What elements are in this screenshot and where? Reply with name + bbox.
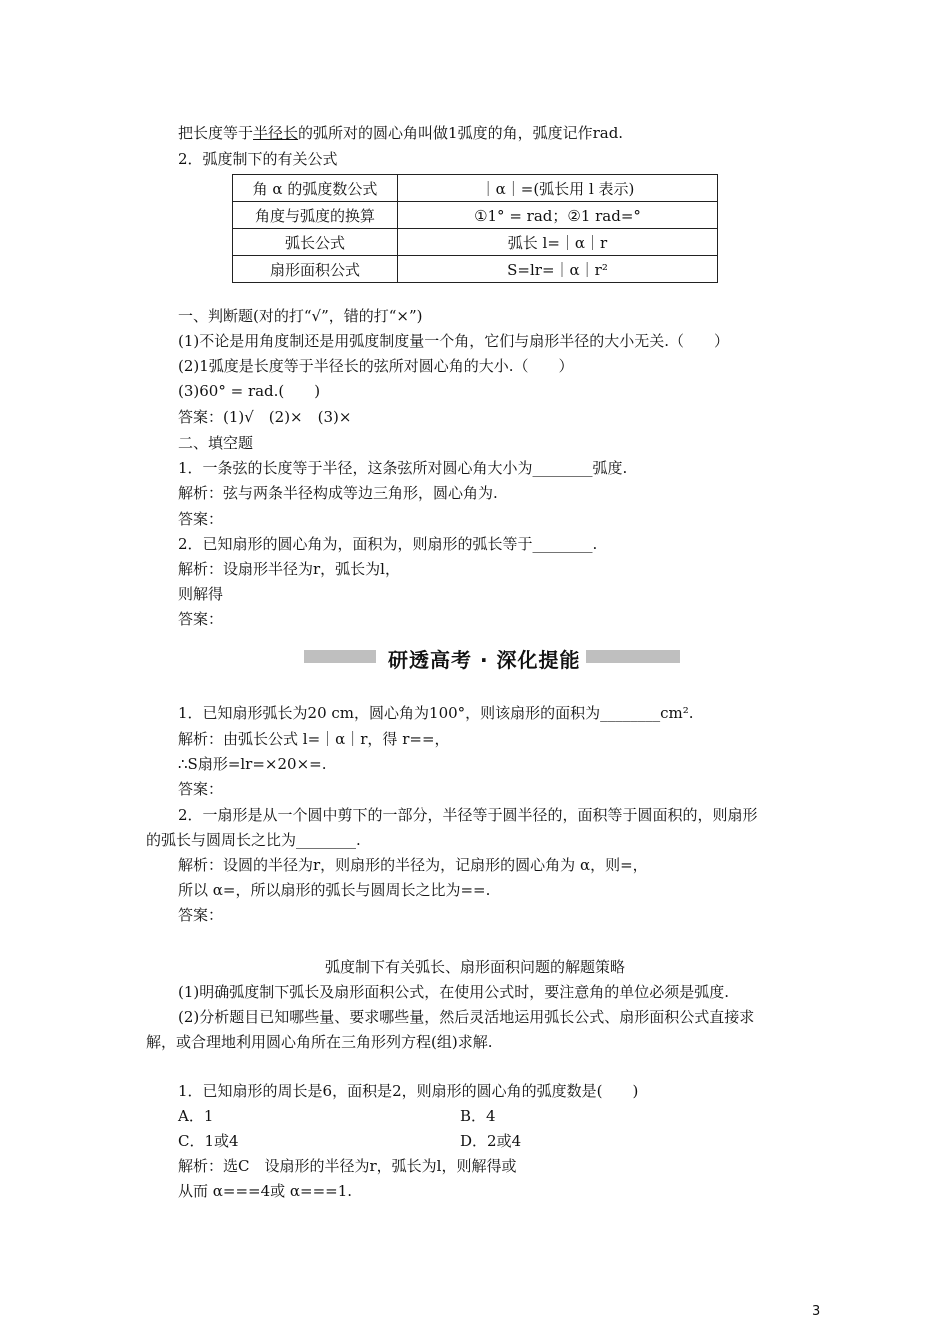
example-q2: 2．一扇形是从一个圆中剪下的一部分，半径等于圆半径的，面积等于圆面积的，则扇形 (178, 806, 758, 824)
table-row (233, 202, 718, 229)
judge-q1: (1)不论是用角度制还是用弧度制度量一个角，它们与扇形半径的大小无关.（ ） (178, 332, 730, 350)
fill-q2-solution: 解析：设扇形半径为r，弧长为l， (178, 560, 400, 578)
option-d: D．2或4 (460, 1132, 522, 1150)
table-cell-value: 弧长 l=｜α｜r (398, 229, 718, 256)
banner-bar-left (304, 650, 376, 663)
table-cell-key: 角度与弧度的换算 (233, 202, 398, 229)
example-q2-cont: 的弧长与圆周长之比为________. (146, 831, 361, 849)
intro-text-2: 的弧所对的圆心角叫做1弧度的角，弧度记作rad. (298, 124, 624, 142)
example-q1: 1．已知扇形弧长为20 cm，圆心角为100°，则该扇形的面积为________cm². (178, 704, 694, 722)
example-q1-solution-2: ∴S扇形=lr=×20×=. (178, 755, 327, 773)
example-q2-solution-2: 所以 α=，所以扇形的弧长与圆周长之比为==. (178, 881, 491, 899)
option-b: B．4 (460, 1107, 496, 1125)
table-cell-key: 弧长公式 (233, 229, 398, 256)
formula-table (232, 174, 718, 283)
intro-text: 把长度等于 (178, 124, 254, 142)
fill-title: 二、填空题 (178, 434, 254, 452)
table-cell-value: S=lr=｜α｜r² (398, 256, 718, 283)
example-q1-solution: 解析：由弧长公式 l=｜α｜r，得 r==， (178, 730, 450, 748)
strategy-point-2-cont: 解，或合理地利用圆心角所在三角形列方程(组)求解. (146, 1033, 493, 1051)
table-row (233, 175, 718, 202)
table-cell-value: ｜α｜=(弧长用 l 表示) (398, 175, 718, 202)
fill-q2-answer: 答案： (178, 610, 224, 628)
fill-q1-answer: 答案： (178, 510, 224, 528)
strategy-point-1: (1)明确弧度制下弧长及扇形面积公式，在使用公式时，要注意角的单位必须是弧度. (178, 983, 730, 1001)
fill-q1: 1．一条弦的长度等于半径，这条弦所对圆心角大小为________弧度. (178, 459, 628, 477)
option-c: C．1或4 (178, 1132, 239, 1150)
banner-bar-right (586, 650, 680, 663)
banner-title: 研透高考 · 深化提能 (388, 648, 581, 672)
table-row (233, 229, 718, 256)
fill-q2-solution-2: 则解得 (178, 585, 224, 603)
judge-title: 一、判断题(对的打“√”，错的打“×”) (178, 307, 423, 325)
practice-question: 1．已知扇形的周长是6，面积是2，则扇形的圆心角的弧度数是( ) (178, 1082, 639, 1100)
underlined-term: 半径长 (253, 124, 299, 142)
section-banner (304, 644, 680, 672)
strategy-point-2: (2)分析题目已知哪些量、要求哪些量，然后灵活地运用弧长公式、扇形面积公式直接求 (178, 1008, 755, 1026)
fill-q1-solution: 解析：弦与两条半径构成等边三角形，圆心角为. (178, 484, 498, 502)
table-cell-key: 扇形面积公式 (233, 256, 398, 283)
table-cell-key: 角 α 的弧度数公式 (233, 175, 398, 202)
judge-answer: 答案：(1)√ (2)× (3)× (178, 408, 352, 426)
practice-solution: 解析：选C 设扇形的半径为r，弧长为l，则解得或 (178, 1157, 517, 1175)
judge-q2: (2)1弧度是长度等于半径长的弦所对圆心角的大小.（ ） (178, 357, 574, 375)
option-a: A．1 (178, 1107, 214, 1125)
judge-q3: (3)60° = rad.( ) (178, 382, 321, 400)
table-cell-value: ①1° = rad；②1 rad=° (398, 202, 718, 229)
strategy-title: 弧度制下有关弧长、扇形面积问题的解题策略 (324, 958, 625, 976)
page-number: 3 (812, 1304, 821, 1319)
table-row (233, 256, 718, 283)
example-q2-solution: 解析：设圆的半径为r，则扇形的半径为，记扇形的圆心角为 α，则=， (178, 856, 648, 874)
example-q1-answer: 答案： (178, 780, 224, 798)
section-heading: 2．弧度制下的有关公式 (178, 150, 338, 168)
intro-line (178, 122, 623, 144)
example-q2-answer: 答案： (178, 906, 224, 924)
fill-q2: 2．已知扇形的圆心角为，面积为，则扇形的弧长等于________. (178, 535, 598, 553)
practice-solution-2: 从而 α===4或 α===1. (178, 1182, 353, 1200)
